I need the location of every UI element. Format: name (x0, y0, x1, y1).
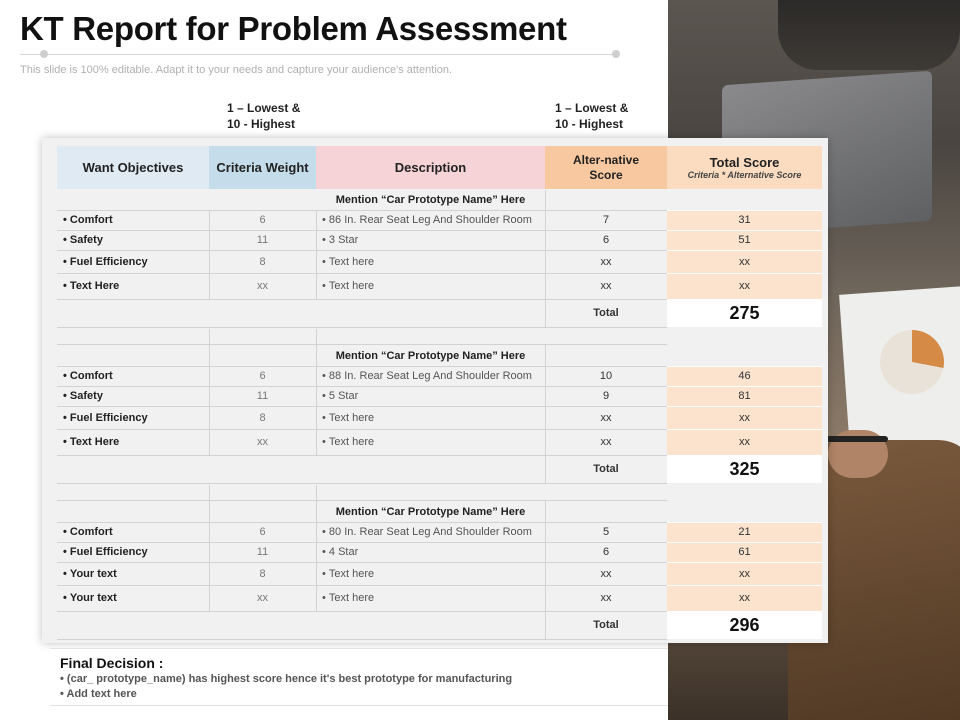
description-text: 86 In. Rear Seat Leg And Shoulder Room (328, 214, 532, 226)
bullet-icon: • (322, 214, 329, 226)
photo-pen (826, 436, 888, 442)
row-divider (667, 230, 822, 231)
bullet-icon: • (322, 411, 329, 424)
total-score-title: Total Score (709, 155, 780, 170)
objective-label: Text Here (69, 436, 120, 448)
row-divider (667, 406, 822, 407)
bullet-icon: • (63, 280, 70, 292)
description-text: Text here (328, 567, 375, 580)
header-alternative-score: Alter-native Score (545, 146, 667, 189)
total-score-cell: 31 (667, 210, 822, 230)
objective-cell (57, 429, 209, 455)
alternative-score-cell: xx (600, 280, 612, 292)
column-divider (209, 210, 210, 299)
row-divider (57, 366, 667, 367)
row-divider (57, 327, 667, 328)
total-column-blank (667, 190, 822, 210)
description-text: 3 Star (328, 234, 359, 246)
bullet-icon: • (63, 592, 70, 604)
final-decision-item: • Add text here (60, 688, 137, 700)
criteria-weight-cell: 8 (259, 255, 266, 268)
group-total-value: 296 (667, 611, 822, 639)
bullet-icon: • (63, 390, 70, 402)
description-text: Text here (328, 255, 375, 268)
objective-label: Fuel Efficiency (69, 546, 148, 558)
row-divider (57, 483, 667, 484)
criteria-weight-cell: 11 (256, 234, 269, 246)
bullet-icon: • (63, 255, 70, 268)
total-score-cell: xx (667, 250, 822, 273)
bullet-icon: • (63, 526, 70, 538)
objective-label: Fuel Efficiency (69, 255, 148, 268)
column-divider (316, 522, 317, 611)
final-decision-panel (50, 648, 668, 706)
total-score-cell: 46 (667, 366, 822, 386)
criteria-scale-note (227, 100, 300, 132)
row-divider (57, 210, 667, 211)
objective-label: Your text (69, 567, 117, 580)
final-decision-item: • (car_ prototype_name) has highest score hence it's best prototype for manufacturing (60, 673, 513, 685)
header-want-objectives: Want Objectives (57, 146, 209, 189)
bullet-icon: • (63, 567, 70, 580)
column-divider (209, 485, 210, 522)
title-divider (20, 54, 618, 55)
description-text: Text here (328, 436, 375, 448)
total-label: Total (593, 463, 619, 475)
alternative-score-cell: xx (600, 255, 612, 268)
final-decision-text: (car_ prototype_name) has highest score hence it's best prototype for manufacturing (66, 673, 513, 685)
objective-cell (57, 250, 209, 273)
bullet-icon: • (322, 370, 329, 382)
objective-cell (57, 406, 209, 429)
row-divider (57, 562, 667, 563)
row-divider (57, 522, 667, 523)
criteria-weight-cell: 8 (259, 567, 266, 580)
description-cell (316, 542, 545, 562)
group-total-value: 325 (667, 455, 822, 483)
row-divider (57, 386, 667, 387)
description-text: 4 Star (328, 546, 359, 558)
column-divider (545, 500, 546, 639)
description-cell (316, 366, 545, 386)
total-label: Total (593, 307, 619, 319)
objective-cell (57, 366, 209, 386)
alternative-score-cell: 6 (602, 546, 610, 558)
criteria-weight-cell: xx (257, 436, 268, 448)
objective-cell (57, 386, 209, 406)
total-score-cell: 61 (667, 542, 822, 562)
description-text: Text here (328, 280, 375, 292)
spacer-cell (667, 483, 822, 500)
header-criteria-weight: Criteria Weight (209, 146, 316, 189)
column-divider (316, 366, 317, 455)
bullet-icon: • (63, 214, 70, 226)
row-divider (57, 406, 667, 407)
description-text: 88 In. Rear Seat Leg And Shoulder Room (328, 370, 532, 382)
criteria-weight-cell: xx (257, 280, 268, 292)
header-total-score (667, 146, 822, 189)
criteria-weight-cell: 6 (259, 370, 266, 382)
bullet-icon: • (63, 411, 70, 424)
objective-label: Text Here (69, 280, 120, 292)
spacer-cell (667, 327, 822, 344)
row-divider (667, 386, 822, 387)
criteria-weight-cell: 6 (259, 214, 266, 226)
total-label: Total (593, 619, 619, 631)
total-column-blank (667, 502, 822, 522)
row-divider (57, 639, 667, 640)
total-score-cell: xx (667, 585, 822, 611)
photo-person (778, 0, 960, 70)
description-cell (316, 273, 545, 299)
objective-cell (57, 522, 209, 542)
bullet-icon: • (322, 234, 329, 246)
alternative-score-cell: 6 (602, 234, 610, 246)
alternative-score-cell: 7 (602, 214, 610, 226)
total-score-cell: xx (667, 406, 822, 429)
objective-label: Safety (69, 390, 103, 402)
row-divider (57, 250, 667, 251)
column-divider (209, 522, 210, 611)
objective-cell (57, 542, 209, 562)
row-divider (57, 585, 667, 586)
bullet-icon: • (322, 592, 329, 604)
objective-label: Comfort (69, 214, 113, 226)
total-score-cell: xx (667, 562, 822, 585)
row-divider (57, 230, 667, 231)
row-divider (667, 250, 822, 251)
title-divider-dot (612, 50, 620, 58)
prototype-mention: Mention “Car Prototype Name” Here (335, 194, 526, 206)
row-divider (667, 273, 822, 274)
title-divider-dot (40, 50, 48, 58)
row-divider (667, 210, 822, 211)
description-cell (316, 250, 545, 273)
scale-note-line: 1 – Lowest & (555, 101, 629, 115)
total-score-cell: 21 (667, 522, 822, 542)
bullet-icon: • (322, 436, 329, 448)
objective-cell (57, 230, 209, 250)
alternative-scale-note (555, 100, 628, 132)
column-divider (316, 210, 317, 299)
bullet-icon: • (63, 546, 70, 558)
objective-label: Comfort (69, 370, 113, 382)
objective-cell (57, 273, 209, 299)
description-cell (316, 406, 545, 429)
row-divider (57, 344, 667, 345)
alternative-score-cell: 5 (602, 526, 610, 538)
row-divider (667, 522, 822, 523)
description-cell (316, 562, 545, 585)
scale-note-line: 10 - Highest (227, 117, 296, 131)
total-score-cell: 51 (667, 230, 822, 250)
criteria-weight-cell: 6 (259, 526, 266, 538)
bullet-icon: • (63, 436, 70, 448)
criteria-weight-cell: 11 (256, 390, 269, 402)
column-divider (545, 190, 546, 327)
final-decision-text: Add text here (66, 688, 137, 700)
row-divider (57, 500, 667, 501)
alternative-score-cell: xx (600, 567, 612, 580)
criteria-weight-cell: xx (257, 592, 268, 604)
bullet-icon: • (322, 567, 329, 580)
prototype-mention: Mention “Car Prototype Name” Here (335, 506, 526, 518)
column-divider (316, 329, 317, 366)
description-cell (316, 522, 545, 542)
objective-cell (57, 585, 209, 611)
alternative-score-cell: 10 (599, 370, 613, 382)
column-divider (209, 329, 210, 366)
bullet-icon: • (63, 370, 70, 382)
row-divider (57, 429, 667, 430)
description-cell (316, 585, 545, 611)
objective-label: Your text (69, 592, 117, 604)
bullet-icon: • (322, 390, 329, 402)
total-score-cell: 81 (667, 386, 822, 406)
column-divider (209, 366, 210, 455)
description-cell (316, 230, 545, 250)
objective-label: Fuel Efficiency (69, 411, 148, 424)
alternative-score-cell: xx (600, 436, 612, 448)
alternative-score-cell: xx (600, 592, 612, 604)
row-divider (667, 542, 822, 543)
description-text: 5 Star (328, 390, 359, 402)
group-total-value: 275 (667, 299, 822, 327)
row-divider (667, 366, 822, 367)
scale-note-line: 10 - Highest (555, 117, 624, 131)
column-divider (316, 485, 317, 522)
header-description: Description (316, 146, 545, 189)
row-divider (57, 542, 667, 543)
total-score-cell: xx (667, 429, 822, 455)
description-cell (316, 386, 545, 406)
column-divider (545, 344, 546, 483)
objective-label: Comfort (69, 526, 113, 538)
objective-label: Safety (69, 234, 103, 246)
bullet-icon: • (322, 255, 329, 268)
row-divider (667, 585, 822, 586)
row-divider (57, 273, 667, 274)
description-text: Text here (328, 411, 375, 424)
description-cell (316, 210, 545, 230)
final-decision-title: Final Decision : (60, 655, 164, 671)
scale-note-line: 1 – Lowest & (227, 101, 301, 115)
description-text: 80 In. Rear Seat Leg And Shoulder Room (328, 526, 532, 538)
bullet-icon: • (322, 280, 329, 292)
alternative-score-cell: xx (600, 411, 612, 424)
page-subtitle: This slide is 100% editable. Adapt it to your needs and capture your audience's attention. (20, 64, 452, 76)
photo-pie-chart (880, 330, 944, 394)
row-divider (667, 562, 822, 563)
objective-cell (57, 562, 209, 585)
description-text: Text here (328, 592, 375, 604)
objective-cell (57, 210, 209, 230)
row-divider (667, 429, 822, 430)
page-title: KT Report for Problem Assessment (20, 10, 567, 47)
prototype-mention: Mention “Car Prototype Name” Here (335, 350, 526, 362)
total-column-blank (667, 346, 822, 366)
total-score-cell: xx (667, 273, 822, 299)
criteria-weight-cell: 8 (259, 411, 266, 424)
bullet-icon: • (63, 234, 70, 246)
bullet-icon: • (322, 526, 329, 538)
bullet-icon: • (322, 546, 329, 558)
total-score-formula: Criteria * Alternative Score (687, 170, 802, 180)
description-cell (316, 429, 545, 455)
criteria-weight-cell: 11 (256, 546, 269, 558)
alternative-score-cell: 9 (602, 390, 610, 402)
